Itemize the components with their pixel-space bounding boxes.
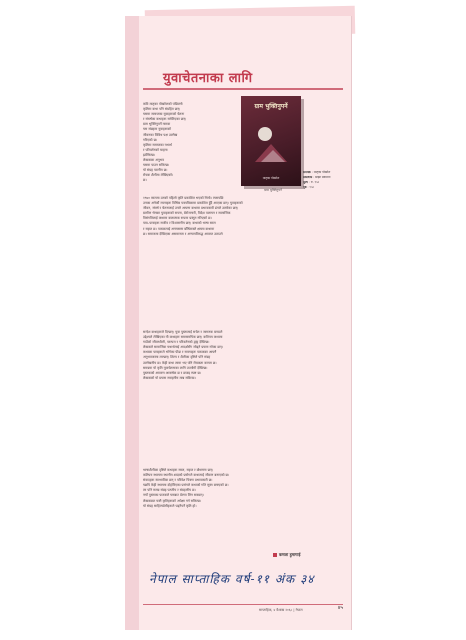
cover-illustration	[251, 122, 291, 166]
body-line: छ। समाजमा देखिएका असमानता र अन्यायविरुद्ध आवाज उठाउने	[143, 231, 223, 236]
article	[143, 30, 343, 626]
body-line: यद्यपि केही स्थानमा दोहोरिएका प्रसंगले कथाको गति सुस्त बनाएको छ।	[143, 483, 229, 488]
page-footer	[143, 604, 343, 613]
body-section-2	[143, 330, 343, 381]
body-line: उद्देश्यले लेखिएका यी कथाहरू समसामयिक छन्। कतिपय कथामा	[143, 335, 223, 340]
body-section-3	[143, 468, 343, 509]
body-line: जीवन, संघर्ष र चेतनालाई उनले आफ्ना कथामा प्रभावकारी ढंगले उतारेका छन्।	[143, 206, 239, 211]
lead-line: कवि मातृका पोखरेलको पछिल्लो	[143, 102, 183, 106]
info-key: समयक	[303, 170, 311, 174]
body-line: लेखकबाट यस्तै कृतिहरूको अपेक्षा गर्न सकिन्छ।	[143, 498, 202, 503]
byline	[273, 552, 343, 558]
body-line: १९७० सालमा उनको पहिलो कृति प्रकाशित भएको थियो। त्यसपछि	[143, 196, 224, 200]
body-line: र सहज छ। पाठकलाई अन्त्यसम्म बाँधिराख्ने क्षमता कथामा	[143, 226, 215, 231]
body-line: सन्देश कथाहरूले दिन्छन्। युवा पुस्तालाई सचेत र जागरुक बनाउने	[143, 330, 223, 334]
info-value: रु. १५०	[310, 180, 320, 184]
info-value: मातृका पोखरेल	[313, 170, 331, 174]
handwritten-note: नेपाल साप्ताहिक वर्ष-११ अंक ३४	[149, 572, 315, 586]
info-value: साझा प्रकाशन	[315, 175, 331, 179]
article-title: युवाचेतनाका लागि	[163, 71, 253, 86]
body-line: गाउँको जीवनशैली, परम्परा र परिवर्तनको द्वन्द्व देखिन्छ।	[143, 340, 210, 345]
info-value: १५०	[309, 185, 315, 189]
book-info-row: पृष्ठ : १५०	[303, 185, 315, 189]
book-info-row: समयक : मातृका पोखरेल	[303, 170, 331, 174]
body-line: ग्रामीण भेगका युवाहरूको सपना, बेरोजगारी, विदेश पलायन र सामाजिक	[143, 211, 231, 216]
lead-line: छ।	[143, 178, 147, 183]
info-key: पृष्ठ	[303, 185, 307, 189]
book-info-row: प्रकाशक : साझा प्रकाशन	[303, 175, 331, 179]
body-line: लेखकको यो प्रयास सराहनीय मान्न सकिन्छ।	[143, 375, 196, 380]
lead-line: यो संग्रह पठनीय छ।	[143, 168, 168, 173]
body-line: उल्लेखनीय छ। केही कथा लामा भए पनि रोचकता कायम छ।	[143, 360, 217, 365]
lead-line: कृतिमा कथा पनि संग्रहित छन्।	[143, 107, 181, 112]
book-caption: ग्राम भुक्तिनुपर्ने	[264, 188, 282, 192]
byline-author: कमला हुमागाई	[279, 552, 301, 557]
lead-line: लेखकका अनुभव	[143, 158, 164, 163]
lead-line: यसमा समाजका युवाहरूको चेतना	[143, 112, 185, 117]
lead-line: यसमा पाउन सकिन्छ।	[143, 163, 170, 168]
info-key: मूल्य	[303, 180, 308, 184]
body-line: उनका अनेकौं रचनाहरू विभिन्न पत्रपत्रिकामा प्रकाशित हुँदै आएका छन्। युवाहरूको	[143, 201, 243, 206]
body-line: संवादहरू स्वाभाविक छन् र परिवेश चित्रण प्रभावकारी छ।	[143, 478, 213, 483]
publication-line: साप्ताहिक, ४ वैशाख २०६८ | नेपाल	[259, 608, 303, 612]
book-info-row: मूल्य : रु. १५०	[303, 180, 320, 184]
body-section-1	[143, 196, 343, 237]
lead-line: रोचक शैलीमा लेखिएको।	[143, 173, 174, 178]
lead-line: झल्किन्छ।	[143, 152, 156, 157]
body-line: समग्रमा यो कृति युवाचेतनाका लागि उपयोगी देखिन्छ।	[143, 365, 208, 370]
lead-line: कृतिमा समाजका यथार्थ	[143, 142, 172, 147]
body-line: अनुभवजस्ता लाग्छन्। शिल्प र शैलीका दृष्टिले पनि संग्रह	[143, 355, 211, 360]
clipping-margin-strip	[125, 16, 139, 630]
body-line: पुस्तकको आवरण आकर्षक छ र छपाइ स्पष्ट छ।	[143, 370, 202, 375]
body-line: भाषाशैलीका दृष्टिले कथाहरू सरल, सहज र बोधगम्य छन्।	[143, 468, 214, 472]
body-line: यो संग्रह साहित्यप्रेमीहरूले पढ्नैपर्ने कृति हो।	[143, 503, 197, 508]
lead-line: यस संग्रहमा युवाहरूको	[143, 127, 171, 132]
body-line: लेखकले सामाजिक यथार्थलाई आदर्शसँग जोड्ने प्रयास गरेका छन्।	[143, 345, 223, 350]
body-line: पात्र–पात्राहरू सजीव र विश्वसनीय छन्। कथाको भाषा सरल	[143, 221, 216, 226]
lead-line: गरिएको छ।	[143, 137, 158, 142]
lead-line: ग्राम भुक्तिनुपर्ने नामक	[143, 122, 171, 127]
lead-line: र परिवर्तनको चाहना	[143, 147, 168, 152]
body-line: विसंगतिलाई कथामा कलात्मक रूपमा प्रस्तुत गरिएको छ।	[143, 216, 212, 221]
book-cover-image	[241, 96, 301, 186]
body-line: नयाँ पुस्ताका पाठकले यसबाट प्रेरणा लिन सक्छन्।	[143, 493, 204, 498]
byline-square-icon	[273, 553, 277, 557]
page-number: ४५	[337, 605, 343, 611]
lead-line: जीवनका विविध पक्ष उल्लेख	[143, 132, 178, 137]
title-rule	[143, 88, 343, 90]
lead-line: र संघर्षका कथाहरू समेटिएका छन्।	[143, 117, 187, 122]
book-cover-title: ग्राम भुक्तिनुपर्ने	[254, 103, 288, 110]
lead-column	[143, 102, 235, 184]
body-line: कतिपय स्थानमा स्थानीय शब्दको प्रयोगले कथालाई जीवन्त बनाएको छ।	[143, 473, 230, 478]
book-info-box	[303, 170, 343, 190]
book-cover-author: मातृका पोखरेल	[262, 176, 280, 180]
body-line: कथाका पात्रहरूले भोगेका पीडा र सपनाहरू पाठकका आफ्नै	[143, 350, 217, 355]
info-key: प्रकाशक	[303, 175, 313, 179]
body-line: तर पनि समग्र संग्रह पठनीय र संग्रहणीय छ।	[143, 488, 196, 493]
